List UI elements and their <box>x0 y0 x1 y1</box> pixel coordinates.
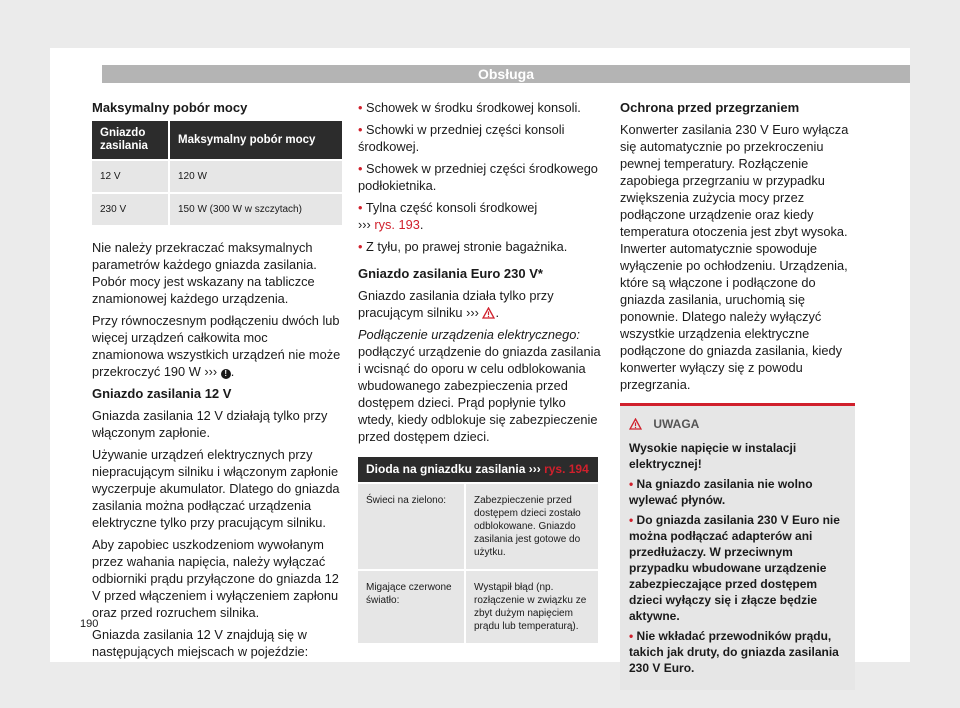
list-item: • Schowki w przedniej części konsoli środkowej. <box>358 122 565 154</box>
warning-label: UWAGA <box>653 417 700 431</box>
table-header: Gniazdo zasilania <box>92 121 169 160</box>
table-row: Świeci na zielono: Zabezpieczenie przed dostępem dzieci zostało odblokowane. Gniazdo zasilania jest gotowe do użytku. <box>358 483 598 570</box>
paragraph: Gniazda zasilania 12 V znajdują się w następujących miejscach w pojeździe: <box>92 627 309 659</box>
section-header: Obsługa <box>102 65 910 83</box>
table-row: 230 V 150 W (300 W w szczytach) <box>92 193 342 225</box>
list-item: • Schowek w środku środkowej konsoli. <box>358 100 581 115</box>
column-3 <box>620 99 855 690</box>
column-2 <box>358 99 603 643</box>
paragraph: Podłączenie urządzenia elektrycznego: podłączyć urządzenie do gniazda zasilania i wcisnąć do oporu w celu odblokowania wbudowanego zabezpieczenia przed dostępem dzieci. Prąd popłynie tylko wtedy, kiedy odblokuje się zabezpieczenie przed dostępem dzieci. <box>358 327 601 444</box>
paragraph: Nie należy przekraczać maksymalnych parametrów każdego gniazda zasilania. Pobór mocy jest wskazany na tabliczce znamionowej każdego urządzenia. <box>92 240 317 306</box>
list-item: • Schowek w przedniej części środkowego podłokietnika. <box>358 161 598 193</box>
column-1 <box>92 99 342 665</box>
warning-box <box>620 403 855 690</box>
power-table <box>92 121 342 225</box>
list-item: • Do gniazda zasilania 230 V Euro nie można podłączać adapterów ani przedłużaczy. W przeciwnym przypadku wbudowane urządzenie zabezpieczające przed dostępem dzieci wyłączy się i złącze będzie aktywne. <box>629 513 840 623</box>
list-item: • Z tyłu, po prawej stronie bagażnika. <box>358 239 568 254</box>
warning-intro: Wysokie napięcie w instalacji elektrycznej! <box>629 441 797 471</box>
paragraph: Używanie urządzeń elektrycznych przy niepracującym silniku i włączonym zapłonie wyczerpuje akumulator. Dlatego do gniazda zasilania można podłączać urządzenia elektryczne tylko przy pracującym silniku. <box>92 447 340 530</box>
heading-12v: Gniazdo zasilania 12 V <box>92 386 232 401</box>
page-number: 190 <box>80 618 99 630</box>
table-header: Maksymalny pobór mocy <box>169 121 342 160</box>
table-row: 12 V 120 W <box>92 160 342 193</box>
paragraph: Konwerter zasilania 230 V Euro wyłącza się automatycznie po przekroczeniu pewnej temperatury. Rozłączenie zapobiega przegrzaniu w przypadku zwiększenia zużycia mocy przez podłączone urządzenie oraz kiedy temperatura otoczenia jest zbyt wysoka. Inwerter automatycznie spowoduje wyłączenie po ochłodzeniu. Urządzenia, które są włączone i podłączone do gniazda zasilania, uruchomią się ponownie. Dlatego należy wyłączyć wszystkie urządzenia elektryczne podłączone do gniazda zasilania, kiedy konwerter wyłączy się z powodu przegrzania. <box>620 122 849 392</box>
list-item: • Tylna część konsoli środkowej ››› rys. 193. <box>358 200 538 232</box>
figure-link[interactable]: rys. 194 <box>544 462 589 476</box>
arrows[interactable]: ››› <box>204 364 218 379</box>
diode-table <box>358 457 598 643</box>
paragraph: Aby zapobiec uszkodzeniom wywołanym przez wahania napięcia, należy wyłączać odbiorniki prądu przyłączone do gniazda 12 V przed włączeniem i wyłączeniem zapłonu oraz przed rozruchem silnika. <box>92 537 339 620</box>
paragraph: Gniazdo zasilania działa tylko przy pracującym silniku ››› . <box>358 288 554 320</box>
table-header: Dioda na gniazdku zasilania ››› rys. 194 <box>358 457 598 483</box>
heading-overheat: Ochrona przed przegrzaniem <box>620 100 800 115</box>
warning-triangle-icon <box>629 418 642 430</box>
manual-page <box>50 48 910 675</box>
paragraph: Przy równoczesnym podłączeniu dwóch lub więcej urządzeń całkowita moc znamionowa wszystkich urządzeń nie może przekroczyć 190 W ››› ! . <box>92 313 341 379</box>
figure-link[interactable]: rys. 193 <box>374 217 420 232</box>
exclamation-icon[interactable]: ! <box>221 369 231 379</box>
list-item: • Nie wkładać przewodników prądu, takich jak druty, do gniazda zasilania 230 V Euro. <box>629 629 839 675</box>
warning-triangle-icon[interactable] <box>482 307 495 319</box>
paragraph: Gniazda zasilania 12 V działają tylko przy włączonym zapłonie. <box>92 408 328 440</box>
list-item: • Na gniazdo zasilania nie wolno wylewać płynów. <box>629 477 813 507</box>
table-row: Migające czerwone światło: Wystąpił błąd (np. rozłączenie w związku ze zbyt dużym napięciem prądu lub temperaturą). <box>358 570 598 643</box>
heading-max-power: Maksymalny pobór mocy <box>92 100 248 115</box>
heading-230v: Gniazdo zasilania Euro 230 V* <box>358 266 543 281</box>
